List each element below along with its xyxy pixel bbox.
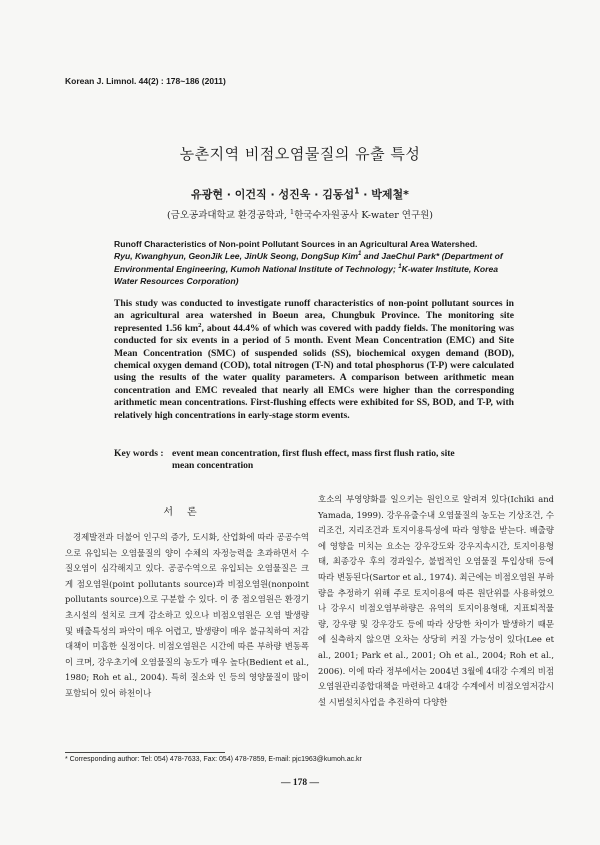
footnote-divider [65, 752, 225, 753]
english-authors-c: K-water Institute, Korea Water Resources Corporation) [114, 263, 499, 286]
keywords-label: Key words : [114, 448, 164, 459]
authors-korean [0, 186, 600, 202]
affiliation-main: (금오공과대학교 환경공학과, [166, 210, 290, 221]
intro-paragraph-right: 호소의 부영양화를 일으키는 원인으로 알려져 있다(Ichiki and Yamada, 1999). 강우유출수내 오염물질의 농도는 기상조건, 수리조건, 지리조건과 토지이용특성에 따라 영향을 받는다. 배출량에 영향을 미치는 요소는 강우강도와 강우지속시간, 토지이용형태, 최종강우 후의 경과일수, 불법적인 오염물질 투입상태 등에 따라 변동된다(Sartor et al., 1974). 최근에는 비점오염원 부하량을 추정하기 위해 주로 토지이용에 따른 원단위를 사용하였으나 강우시 비점오염부하량은 유역의 토지이용형태, 지표퇴적물량, 강우량 및 강우강도 등에 따라 상당한 차이가 발생하기 때문에 실측하지 않으면 오차는 상당히 커질 가능성이 있다(Lee et al., 2001; Park et al., 2001; Oh et al., 2004; Roh et al., 2006). 이에 따라 정부에서는 2004년 3월에 4대강 수계의 비점오염원관리종합대책을 마련하고 4대강 수계에서 비점오염저감시설 시범설치사업을 추진하여 다양한 [318, 494, 554, 707]
affiliation-tail: 한국수자원공사 K-water 연구원) [294, 210, 434, 221]
english-authors-sup2: 1 [398, 263, 402, 270]
english-title: Runoff Characteristics of Non-point Pollutant Sources in an Agricultural Area Watershed. [114, 239, 478, 249]
intro-paragraph-left: 경제발전과 더불어 인구의 증가, 도시화, 산업화에 따라 공공수역으로 유입되는 오염물질의 양이 수체의 자정능력을 초과하면서 수질오염이 심각해지고 있다. 공공수역으로 유입되는 오염물질은 크게 점오염원(point pollutants source)과 비점오염원(nonpoint pollutants source)으로 구분할 수 있다. 이 중 점오염원은 환경기초시설의 설치로 크게 감소하고 있으나 비점오염원은 오염 발생량 및 배출특성의 파악이 매우 어렵고, 발생량이 매우 불규칙하여 저감대책이 미흡한 실정이다. 비점오염원은 시간에 따른 부하량 변동폭이 크며, 강우초기에 오염물질의 농도가 매우 높다(Bedient et al., 1980; Roh et al., 2004). 특히 질소와 인 등의 영양물질이 많이 포함되어 있어 하천이나 [65, 532, 309, 698]
page-number: — 178 — [281, 778, 319, 788]
keywords-line-1 [114, 448, 534, 460]
journal-reference: Korean J. Limnol. 44(2) : 178~186 (2011) [65, 76, 226, 86]
right-column [318, 492, 554, 710]
affiliation-superscript: 1 [289, 207, 295, 216]
keywords-text-1: event mean concentration, first flush effect, mass first flush ratio, site [172, 448, 455, 459]
abstract-superscript: 2 [198, 321, 202, 329]
english-header [114, 238, 514, 287]
keywords [114, 448, 534, 473]
left-column [65, 530, 309, 702]
keywords-line-2: mean concentration [172, 460, 254, 472]
english-authors-sup: 1 [358, 251, 362, 258]
paper-title-korean: 농촌지역 비점오염물질의 유출 특성 [179, 145, 421, 163]
abstract [114, 298, 514, 422]
abstract-part2: , about 44.4% of which was covered with paddy fields. The monitoring was conducted for six events in a period of 5 month. Event Mean Concentration (EMC) and Site Mean Concentration (SMC) of suspended solids (SS), biochemical oxygen demand (BOD), chemical oxygen demand (COD), total nitrogen (T-N) and total phosphorus (T-P) were calculated using the results of the water quality parameters. A comparison between arithmetic mean concentration and EMC revealed that nearly all EMCs were higher than the corresponding arithmetic mean concentrations. First-flushing effects were exhibited for SS, BOD, and T-P, with relatively high concentrations in early-stage storm events. [114, 322, 514, 421]
corresponding-author-footnote: * Corresponding author: Tel: 054) 478-7633, Fax: 054) 478-7859, E-mail: pjc1963@kumoh.ac.kr [65, 756, 362, 763]
affiliation-korean [0, 207, 600, 221]
authors-superscript: 1 [354, 186, 360, 196]
authors-main: 유광현 · 이건직 · 성진욱 · 김동섭 [191, 188, 355, 201]
section-heading-introduction: 서론 [163, 507, 211, 518]
abstract-part1: This study was conducted to investigate runoff characteristics of non-point pollutant sources in an agricultural area watershed in Boeun area, Chungbuk Province. The monitoring site represented 1.56 km [114, 298, 514, 334]
english-authors-b: and JaeChul Park* (Department of Environmental Engineering, Kumoh National Institute of Technology; [114, 251, 503, 274]
english-authors [114, 251, 503, 286]
english-authors-a: Ryu, Kwanghyun, GeonJik Lee, JinUk Seong, DongSup Kim [114, 251, 358, 262]
authors-tail: · 박제철* [359, 188, 409, 201]
